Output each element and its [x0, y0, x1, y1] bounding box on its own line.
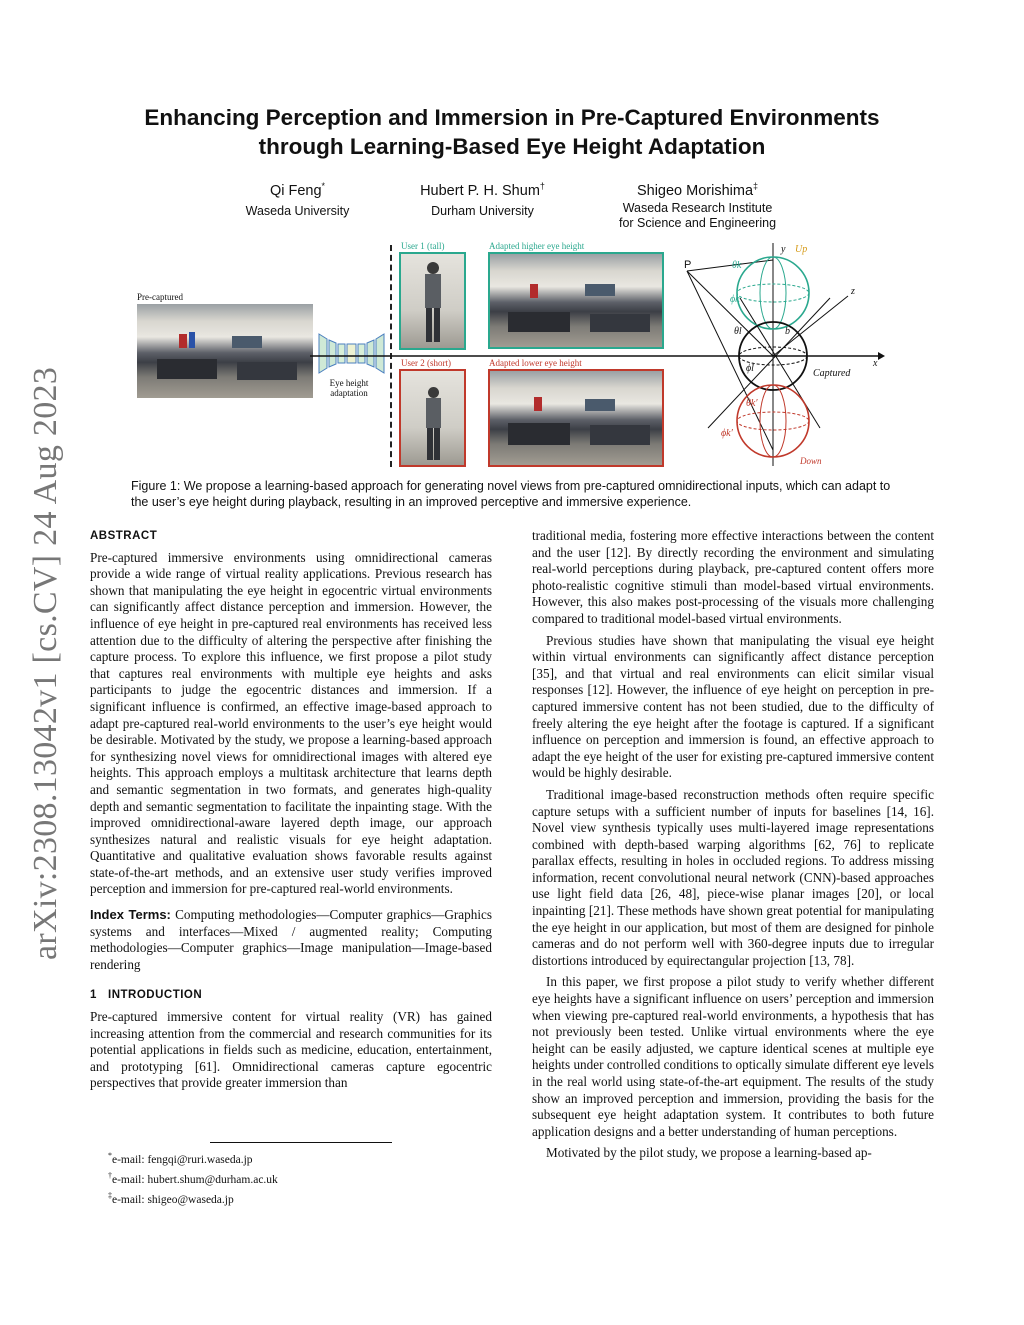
label-adapted-lower: Adapted lower eye height: [489, 358, 582, 368]
arxiv-identifier: arXiv:2308.13042v1 [cs.CV] 24 Aug 2023: [27, 366, 64, 960]
abstract-heading: ABSTRACT: [90, 530, 158, 542]
author-name: Shigeo Morishima: [636, 182, 754, 199]
label-P: P: [684, 259, 692, 271]
label-precaptured: Pre-captured: [137, 292, 183, 302]
label-b: b: [785, 326, 790, 337]
author-name: Qi Feng: [269, 182, 322, 199]
eye-height-diagram: [310, 238, 900, 470]
intro-number: 1: [90, 989, 97, 1002]
author-affiliation-2: for Science and Engineering: [618, 215, 777, 230]
paper-title: [90, 103, 934, 161]
footnote-2-text: e-mail: hubert.shum@durham.ac.uk: [112, 1173, 278, 1186]
label-eye-height-line-2: adaptation: [330, 388, 368, 398]
right-paragraph-1: traditional media, fostering more effective interactions between the content and the user [12]. By directly recording the environment and simulating real-world perceptions during playback, pre-captured content offers more photo-realistic cognitive stimuli than model-based virtual environments. However, this also makes post-processing of the visuals more challenging compared to traditional model-based virtual environments.: [532, 528, 934, 626]
label-phi-k-prime: ϕk′: [721, 428, 733, 439]
footnote-2: †e-mail: hubert.shum@durham.ac.uk: [108, 1170, 278, 1186]
label-user1: User 1 (tall): [401, 241, 445, 251]
intro-paragraph-1: Pre-captured immersive content for virtual reality (VR) has gained increasing attention from the commercial and research communities for its potential applications in fields such as medicine, education, entertainment, and prototyping [61]. Omnidirectional cameras capture egocentric perspectives that provide greater immersion than: [90, 1009, 492, 1091]
label-adapted-higher: Adapted higher eye height: [489, 241, 585, 251]
right-paragraph-2: Previous studies have shown that manipulating the visual eye height within virtual environments can significantly affect distance perception [35], and that virtual and real environments can elicit similar visual responses [12]. However, the influence of eye height on perception in pre-captured immersive content has not been studied, due to the difficulty of freely altering the eye height after the footage is captured. If a significant influence on perception and immersion is found, an effective approach to adapt the eye height of the user for existing pre-captured immersive content would be highly desirable.: [532, 632, 934, 781]
footnote-1-text: e-mail: fengqi@ruri.waseda.jp: [112, 1153, 253, 1166]
label-phi-l: ϕl: [746, 363, 754, 374]
author-affiliation: Durham University: [431, 203, 534, 218]
right-column: [532, 528, 934, 1162]
index-terms-label: Index Terms:: [90, 907, 171, 923]
footnote-1: *e-mail: fengqi@ruri.waseda.jp: [108, 1151, 253, 1166]
author-mark: ‡: [753, 181, 759, 191]
intro-heading: [90, 987, 492, 1004]
title-line-1: Enhancing Perception and Immersion in Pre-Captured Environments: [144, 105, 880, 130]
precaptured-panorama: [137, 304, 313, 398]
author-1: [210, 177, 385, 219]
label-theta-l: θl: [734, 326, 742, 337]
index-terms: Computing methodologies—Computer graphics—Graphics systems and interfaces—Mixed / augmented reality; Computing methodologies—Computer graphics—Image manipulation—Image-based rendering: [90, 907, 492, 972]
author-2: [395, 177, 570, 219]
footnote-rule: [210, 1142, 392, 1143]
label-eye-height-line-1: Eye height: [329, 378, 369, 388]
author-mark: *: [321, 181, 326, 191]
label-theta-k-prime: θk′: [746, 398, 758, 409]
label-user2: User 2 (short): [401, 358, 451, 368]
author-affiliation: Waseda University: [245, 203, 350, 218]
intro-title: INTRODUCTION: [108, 989, 203, 1002]
label-x-axis: x: [873, 358, 878, 369]
label-z-axis: z: [851, 286, 855, 297]
author-name: Hubert P. H. Shum: [420, 182, 540, 199]
label-up: Up: [795, 244, 808, 255]
label-captured: Captured: [813, 368, 851, 379]
author-mark: †: [539, 181, 545, 191]
abstract-text: Pre-captured immersive environments using omnidirectional cameras provide a wide range of virtual reality applications. Previous research has shown that manipulating the eye height in egocentric virtual environments can significantly affect distance perception and immersion. However, the influence of eye height in pre-captured real environments has received less attention due to the difficulty of altering the perspective after finishing the capture process. To explore this influence, we first propose a pilot study that captures real environments with multiple eye heights and asks participants to judge the egocentric distances and immersion. If a significant influence is confirmed, an effective image-based approach to adapt pre-captured real-world environments to the user’s eye height would be desirable. Motivated by the study, we propose a learning-based approach for synthesizing novel views for omnidirectional images with altered eye heights. This approach employs a multitask architecture that learns depth and semantic segmentation in two formats, and generates high-quality depth and semantic segmentation to facilitate the inpainting stage. With the improved omnidirectional-aware layered depth image, our approach synthesizes natural and realistic visuals for eye height adaptation. Quantitative and qualitative evaluation shows favorable results against state-of-the-art methods, and an extensive user study verifies improved perception and immersion for pre-captured real-world environments.: [90, 549, 492, 897]
footnotes: [108, 1148, 468, 1207]
right-paragraph-5: Motivated by the pilot study, we propose a learning-based ap-: [546, 1145, 872, 1161]
footnote-3-text: e-mail: shigeo@waseda.jp: [112, 1193, 234, 1206]
label-y-axis: y: [781, 244, 786, 255]
label-phi-k: ϕk: [730, 294, 740, 305]
title-line-2: through Learning-Based Eye Height Adaptation: [258, 134, 766, 159]
author-affiliation: Waseda Research Institute: [622, 200, 773, 215]
right-paragraph-4: In this paper, we first propose a pilot study to verify whether different eye heights have a significant influence on users’ perception and immersion when viewing pre-captured real-world environments, a hypothesis that has not previously been tested. Unlike virtual environments where the eye height can be easily adjusted, we capture identical scenes at multiple eye heights under controlled conditions to optically simulate different eye levels in the real world using state-of-the-art equipment. The results of the study show an improved perception and immersion, providing the basis for the subsequent eye height adaptation system. It contributes to both future application designs and a better understanding of human perceptions.: [532, 974, 934, 1139]
figure-caption: Figure 1: We propose a learning-based approach for generating novel views from pre-captured omnidirectional inputs, which can adapt to the user’s eye height during playback, resulting in an improved perceptive and immersive experience.: [131, 479, 891, 509]
right-paragraph-3: Traditional image-based reconstruction methods often require specific capture setups with a sufficient number of inputs for baselines [14, 16]. Novel view synthesis typically uses multi-layered image representations combined with depth-based warping algorithms [62, 76] to replicate parallax effects, resulting in holes in occluded regions. To address missing information, recent convolutional neural network (CNN)-based approaches use light field data [26, 48], piece-wise planar images [20], or local inpainting [21]. These methods have shown great potential for manipulating the eye height in our application, but most of them are designed for pinhole cameras and do not perform well with 360-degree inputs due to irregular distortions introduced by equirectangular projection [13, 78].: [532, 786, 934, 968]
label-down: Down: [800, 456, 822, 466]
author-3: [600, 177, 795, 231]
footnote-3: ‡e-mail: shigeo@waseda.jp: [108, 1190, 234, 1206]
left-column: [90, 528, 492, 1092]
label-theta-k: θk: [732, 260, 742, 271]
